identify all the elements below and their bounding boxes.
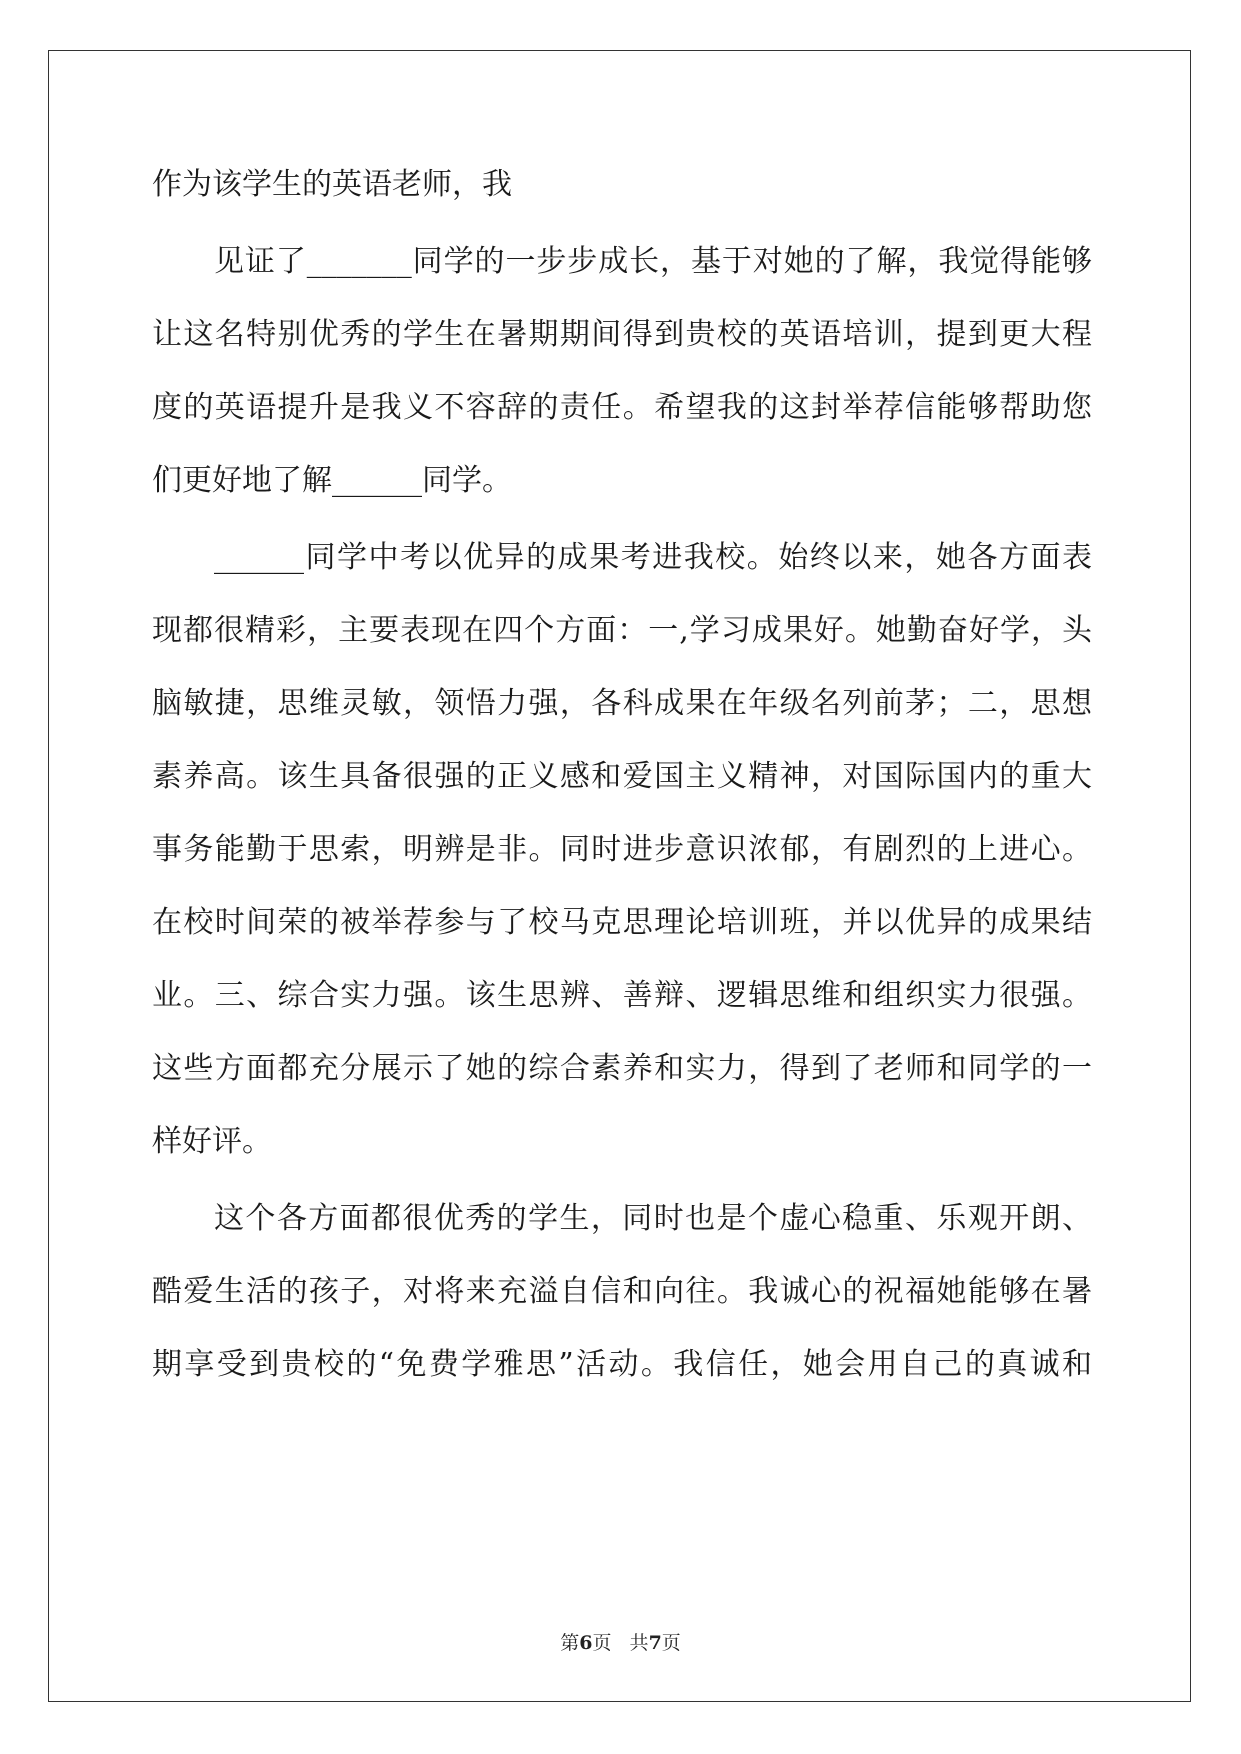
text-line-17: 期享受到贵校的“免费学雅思”活动。我信任，她会用自己的真诚和 [152,1347,1092,1382]
text-line-7: 现都很精彩，主要表现在四个方面：一,学习成果好。她勤奋好学，头 [152,613,1092,648]
text-line-1: 作为该学生的英语老师，我 [152,167,512,202]
text-line-15: 这个各方面都很优秀的学生，同时也是个虚心稳重、乐观开朗、 [214,1201,1092,1236]
text-line-5: 们更好地了解______同学。 [152,463,512,498]
text-line-6: ______同学中考以优异的成果考进我校。始终以来，她各方面表 [214,540,1092,575]
text-line-3: 让这名特别优秀的学生在暑期期间得到贵校的英语培训，提到更大程 [152,317,1092,352]
footer-total-pages: 7 [648,1632,662,1654]
footer-prefix: 第 [560,1632,580,1654]
text-line-14: 样好评。 [152,1124,272,1159]
page-footer [0,1628,1241,1655]
text-line-2: 见证了_______同学的一步步成长，基于对她的了解，我觉得能够 [214,244,1092,279]
text-line-16: 酷爱生活的孩子，对将来充溢自信和向往。我诚心的祝福她能够在暑 [152,1274,1092,1309]
text-line-11: 在校时间荣的被举荐参与了校马克思理论培训班，并以优异的成果结 [152,905,1092,940]
footer-suffix: 页 [661,1632,681,1654]
footer-middle: 页 共 [592,1632,649,1654]
text-line-4: 度的英语提升是我义不容辞的责任。希望我的这封举荐信能够帮助您 [152,390,1092,425]
text-line-10: 事务能勤于思索，明辨是非。同时进步意识浓郁，有剧烈的上进心。 [152,832,1092,867]
page-border [48,50,1191,1702]
footer-current-page: 6 [579,1632,593,1654]
text-line-12: 业。三、综合实力强。该生思辨、善辩、逻辑思维和组织实力很强。 [152,978,1092,1013]
text-line-9: 素养高。该生具备很强的正义感和爱国主义精神，对国际国内的重大 [152,759,1092,794]
text-line-8: 脑敏捷，思维灵敏，领悟力强，各科成果在年级名列前茅；二，思想 [152,686,1092,721]
text-line-13: 这些方面都充分展示了她的综合素养和实力，得到了老师和同学的一 [152,1051,1092,1086]
